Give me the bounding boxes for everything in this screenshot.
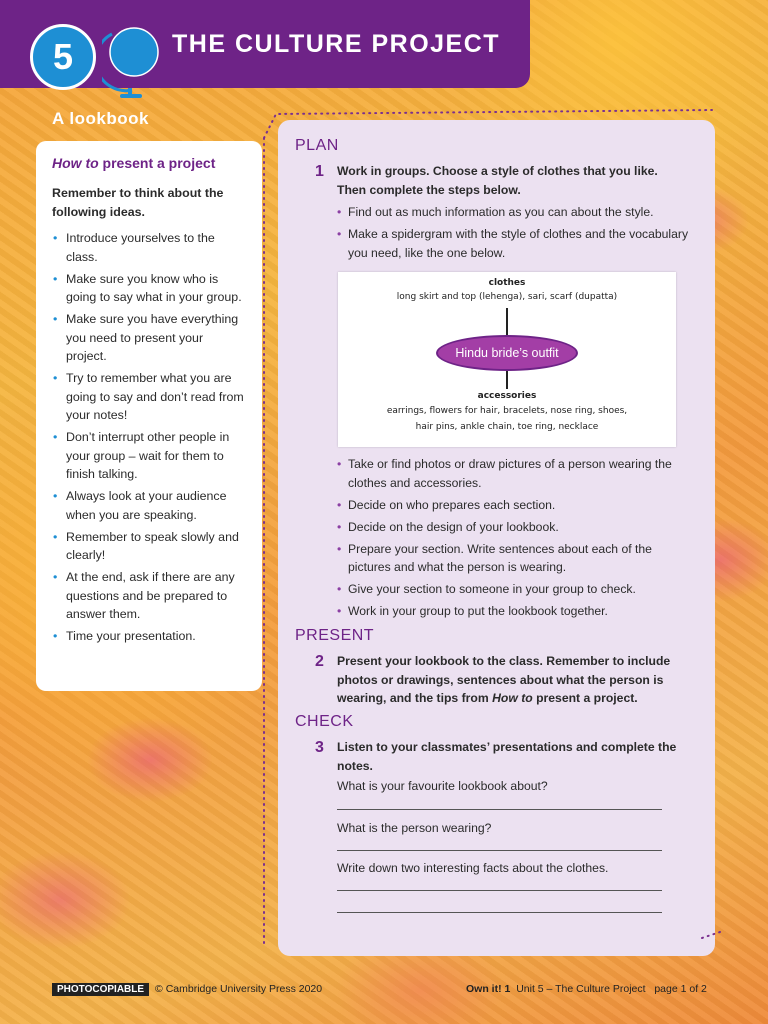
plan-instruction: Work in groups. Choose a style of clothes that you like. Then complete the steps below. [337, 164, 658, 197]
check-instruction: Listen to your classmates’ presentations and complete the notes. [337, 740, 677, 773]
copyright-text: © Cambridge University Press 2020 [155, 983, 323, 995]
answer-line-2[interactable] [337, 850, 662, 851]
plan-bullet: • Find out as much information as you can about the style. [337, 203, 697, 222]
diagram-accessories-heading: accessories [477, 391, 537, 401]
step-number: 1 [315, 163, 324, 180]
footer-right [466, 983, 707, 995]
plan-bullets-b [337, 455, 697, 624]
plan-bullet: • Work in your group to put the lookbook together. [337, 602, 697, 621]
present-heading: PRESENT [295, 627, 375, 644]
plan-bullet: • Decide on the design of your lookbook. [337, 518, 697, 537]
diagram-center-oval: Hindu bride’s outfit [436, 335, 578, 371]
tips-title-rest: present a project [98, 155, 216, 171]
tip-item: • Make sure you have everything you need to present your project. [52, 310, 246, 366]
tip-item: • Time your presentation. [52, 627, 246, 646]
question-2: What is the person wearing? [337, 821, 492, 835]
tip-item: • At the end, ask if there are any questions and be prepared to answer them. [52, 568, 246, 624]
tip-item: • Don’t interrupt other people in your group – wait for them to finish talking. [52, 428, 246, 484]
plan-heading: PLAN [295, 137, 339, 154]
tips-title [52, 155, 246, 172]
step-number: 3 [315, 739, 324, 756]
answer-line-3[interactable] [337, 890, 662, 891]
page-subtitle: A lookbook [52, 109, 149, 128]
page-indicator: page 1 of 2 [654, 983, 707, 995]
globe-icon [102, 20, 162, 100]
present-text-b: present a project. [532, 691, 638, 705]
question-1: What is your favourite lookbook about? [337, 779, 548, 793]
diagram-connector [506, 308, 508, 335]
diagram-clothes-heading: clothes [488, 278, 526, 288]
spidergram [338, 272, 676, 447]
tip-item: • Remember to speak slowly and clearly! [52, 528, 246, 565]
plan-bullet: • Prepare your section. Write sentences about each of the pictures and what the person is wearing. [337, 540, 697, 577]
tips-list [52, 229, 246, 646]
diagram-clothes-items: long skirt and top (lehenga), sari, scarf (dupatta) [396, 292, 618, 302]
tip-item: • Introduce yourselves to the class. [52, 229, 246, 266]
footer-left [52, 983, 322, 995]
tip-item: • Try to remember what you are going to say and don’t read from your notes! [52, 369, 246, 425]
present-text-a: Present your lookbook to the class. Remember to include photos or drawings, sentences about what the person is wearing, and the tips from [337, 654, 671, 705]
plan-bullet: • Give your section to someone in your group to check. [337, 580, 697, 599]
present-instruction [337, 652, 677, 708]
tip-item: • Make sure you know who is going to say what in your group. [52, 270, 246, 307]
plan-bullet: • Take or find photos or draw pictures of a person wearing the clothes and accessories. [337, 455, 697, 492]
answer-line-1[interactable] [337, 809, 662, 810]
plan-bullet: • Decide on who prepares each section. [337, 496, 697, 515]
page-title: THE CULTURE PROJECT [172, 30, 501, 58]
present-text-italic: How to [492, 691, 533, 705]
tips-title-italic: How to [52, 155, 99, 171]
question-3: Write down two interesting facts about the clothes. [337, 861, 609, 875]
diagram-accessories-line1: earrings, flowers for hair, bracelets, nose ring, shoes, [386, 406, 628, 416]
tip-item: • Always look at your audience when you are speaking. [52, 487, 246, 524]
check-heading: CHECK [295, 713, 354, 730]
unit-label: Unit 5 – The Culture Project [516, 983, 646, 995]
diagram-connector [506, 371, 508, 389]
diagram-accessories-line2: hair pins, ankle chain, toe ring, necklace [415, 422, 599, 432]
step-number: 2 [315, 653, 324, 670]
plan-bullets-a [337, 203, 697, 266]
tips-intro: Remember to think about the following ideas. [52, 186, 224, 219]
answer-line-4[interactable] [337, 912, 662, 913]
how-to-tips-panel [36, 141, 262, 691]
unit-number-badge: 5 [30, 24, 96, 90]
photocopiable-badge: PHOTOCOPIABLE [52, 983, 149, 996]
book-title: Own it! 1 [466, 983, 511, 995]
plan-bullet: • Make a spidergram with the style of clothes and the vocabulary you need, like the one below. [337, 225, 697, 262]
